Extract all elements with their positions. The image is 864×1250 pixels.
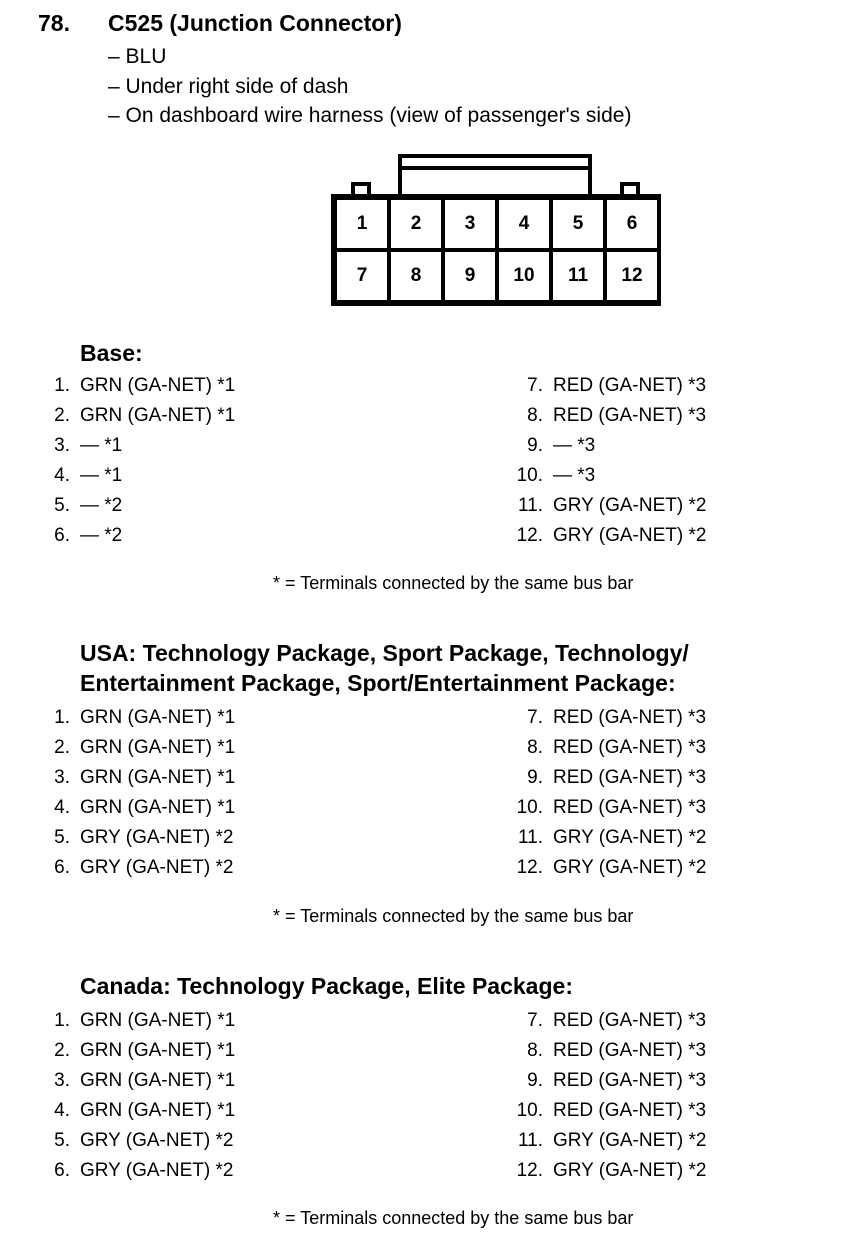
bus-bar-footnote: * = Terminals connected by the same bus bar (273, 906, 634, 926)
pin-cell: 7 (336, 251, 388, 301)
connector-lock-tab (398, 154, 592, 198)
wire-description: GRN (GA-NET) *1 (80, 737, 236, 758)
wire-description: RED (GA-NET) *3 (553, 707, 707, 728)
wire-description: GRN (GA-NET) *1 (80, 1040, 236, 1061)
wire-description: GRN (GA-NET) *1 (80, 767, 236, 788)
bus-bar-footnote: * = Terminals connected by the same bus bar (273, 573, 634, 593)
wire-description: GRN (GA-NET) *1 (80, 1100, 236, 1121)
wire-description: GRY (GA-NET) *2 (553, 1160, 707, 1181)
pin-cell: 5 (552, 199, 604, 249)
pin-number: 11. (517, 827, 543, 848)
lock-tab-line (402, 166, 588, 170)
wire-description: GRY (GA-NET) *2 (553, 495, 707, 516)
pin-number: 9. (527, 1070, 543, 1091)
wire-description: RED (GA-NET) *3 (553, 767, 707, 788)
pin-number: 8. (527, 737, 543, 758)
connector-body (331, 194, 661, 306)
pin-cell: 10 (498, 251, 550, 301)
wire-description: — *3 (553, 435, 596, 456)
pin-cell: 11 (552, 251, 604, 301)
wire-description: RED (GA-NET) *3 (553, 1010, 707, 1031)
section-heading: USA: Technology Package, Sport Package, Technology/ (80, 640, 689, 666)
pin-number: 8. (527, 405, 543, 426)
pin-cell: 6 (606, 199, 658, 249)
pin-cell: 1 (336, 199, 388, 249)
connector-title: C525 (Junction Connector) (108, 10, 402, 36)
pin-cell: 9 (444, 251, 496, 301)
pin-number: 6. (54, 1160, 70, 1181)
pin-cell: 8 (390, 251, 442, 301)
wire-description: GRY (GA-NET) *2 (80, 827, 234, 848)
wire-description: — *1 (80, 435, 123, 456)
pin-number: 8. (527, 1040, 543, 1061)
section-heading: Canada: Technology Package, Elite Package: (80, 973, 573, 999)
connector-harness: – On dashboard wire harness (view of passenger's side) (108, 104, 632, 127)
wire-description: RED (GA-NET) *3 (553, 1070, 707, 1091)
pin-number: 5. (54, 827, 70, 848)
pin-number: 12. (516, 525, 543, 546)
wire-description: RED (GA-NET) *3 (553, 405, 707, 426)
pin-cell: 4 (498, 199, 550, 249)
connector-diagram (0, 0, 864, 320)
wire-description: — *3 (553, 465, 596, 486)
pin-number: 10. (516, 465, 543, 486)
pin-number: 7. (527, 1010, 543, 1031)
pin-number: 4. (54, 797, 70, 818)
wire-description: — *1 (80, 465, 123, 486)
pin-number: 5. (54, 495, 70, 516)
pin-number: 2. (54, 1040, 70, 1061)
pin-number: 7. (527, 375, 543, 396)
wire-description: GRY (GA-NET) *2 (553, 827, 707, 848)
pin-number: 3. (54, 767, 70, 788)
wire-description: GRN (GA-NET) *1 (80, 707, 236, 728)
wire-description: GRY (GA-NET) *2 (80, 857, 234, 878)
section-heading: Base: (80, 340, 143, 366)
pin-number: 10. (516, 1100, 543, 1121)
item-number: 78. (38, 10, 70, 36)
connector-location: – Under right side of dash (108, 75, 349, 98)
pin-number: 1. (54, 1010, 70, 1031)
pin-number: 1. (54, 375, 70, 396)
wire-description: GRY (GA-NET) *2 (553, 1130, 707, 1151)
pin-number: 9. (527, 767, 543, 788)
pin-number: 11. (517, 495, 543, 516)
pin-number: 6. (54, 857, 70, 878)
wire-description: GRN (GA-NET) *1 (80, 375, 236, 396)
pin-number: 1. (54, 707, 70, 728)
wire-description: GRY (GA-NET) *2 (553, 525, 707, 546)
pin-number: 3. (54, 435, 70, 456)
pin-cell: 2 (390, 199, 442, 249)
pin-number: 12. (516, 857, 543, 878)
wire-description: GRN (GA-NET) *1 (80, 405, 236, 426)
wire-description: RED (GA-NET) *3 (553, 1100, 707, 1121)
pin-number: 3. (54, 1070, 70, 1091)
pin-number: 2. (54, 405, 70, 426)
pin-number: 10. (516, 797, 543, 818)
wire-description: RED (GA-NET) *3 (553, 375, 707, 396)
wire-description: RED (GA-NET) *3 (553, 797, 707, 818)
wire-description: GRY (GA-NET) *2 (80, 1130, 234, 1151)
pin-cell: 12 (606, 251, 658, 301)
wire-description: — *2 (80, 525, 123, 546)
wire-description: RED (GA-NET) *3 (553, 737, 707, 758)
pin-number: 11. (517, 1130, 543, 1151)
bus-bar-footnote: * = Terminals connected by the same bus bar (273, 1208, 634, 1228)
wire-description: RED (GA-NET) *3 (553, 1040, 707, 1061)
connector-color: – BLU (108, 45, 167, 68)
wire-description: GRY (GA-NET) *2 (553, 857, 707, 878)
pin-number: 7. (527, 707, 543, 728)
wire-description: GRN (GA-NET) *1 (80, 1010, 236, 1031)
wire-description: GRY (GA-NET) *2 (80, 1160, 234, 1181)
pin-number: 4. (54, 1100, 70, 1121)
pin-number: 12. (516, 1160, 543, 1181)
wire-description: — *2 (80, 495, 123, 516)
wire-description: GRN (GA-NET) *1 (80, 797, 236, 818)
wire-description: GRN (GA-NET) *1 (80, 1070, 236, 1091)
pin-number: 6. (54, 525, 70, 546)
pin-number: 2. (54, 737, 70, 758)
pin-number: 5. (54, 1130, 70, 1151)
section-heading: Entertainment Package, Sport/Entertainment Package: (80, 670, 676, 696)
pin-cell: 3 (444, 199, 496, 249)
pin-number: 4. (54, 465, 70, 486)
pin-number: 9. (527, 435, 543, 456)
